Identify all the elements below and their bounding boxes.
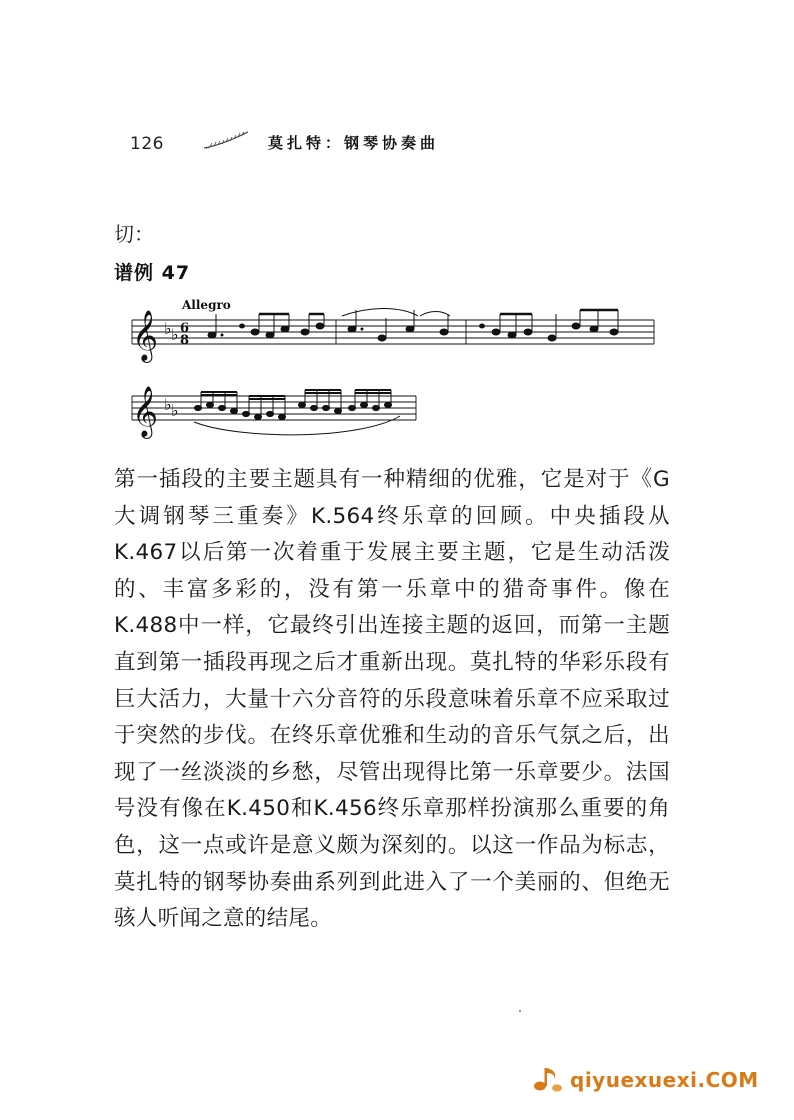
feather-quill-icon	[202, 130, 250, 152]
example-label: 谱例 47	[114, 262, 191, 284]
music-note-logo-icon	[530, 1064, 568, 1094]
scan-speck	[519, 1010, 521, 1012]
treble-clef-icon: 𝄞	[132, 310, 159, 361]
svg-text:♭: ♭	[171, 325, 179, 344]
svg-text:♭: ♭	[171, 401, 179, 420]
watermark-text: qiyuexuexi.COM	[570, 1068, 759, 1092]
svg-text:♭: ♭	[164, 319, 172, 338]
body-paragraph: 第一插段的主要主题具有一种精细的优雅，它是对于《G大调钢琴三重奏》K.564终乐章的回顾。中央插段从K.467以后第一次着重于发展主要主题，它是生动活泼的、丰富多彩的，没有第一乐章中的猎奇事件。像在K.488中一样，它最终引出连接主题的返回，而第一主题直到第一插段再现之后才重新出现。莫扎特的华彩乐段有巨大活力，大量十六分音符的乐段意味着乐章不应采取过于突然的步伐。在终乐章优雅和生动的音乐气氛之后，出现了一丝淡淡的乡愁，尽管出现得比第一乐章要少。法国号没有像在K.450和K.456终乐章那样扮演那么重要的角色，这一点或许是意义颇为深刻的。以这一作品为标志，莫扎特的钢琴协奏曲系列到此进入了一个美丽的、但绝无骇人听闻之意的结尾。	[114, 467, 670, 932]
svg-text:6: 6	[180, 321, 190, 336]
running-title: 莫扎特：钢琴协奏曲	[268, 134, 440, 152]
page-number: 126	[130, 134, 164, 154]
watermark	[530, 1060, 770, 1100]
page-header	[130, 130, 730, 160]
lead-text: 切：	[114, 222, 154, 246]
music-score	[120, 292, 660, 442]
svg-text:♭: ♭	[164, 395, 172, 414]
score-graphic	[120, 292, 660, 442]
treble-clef-icon: 𝄞	[132, 386, 159, 437]
svg-text:8: 8	[180, 333, 190, 348]
tempo-marking: Allegro	[182, 298, 231, 312]
